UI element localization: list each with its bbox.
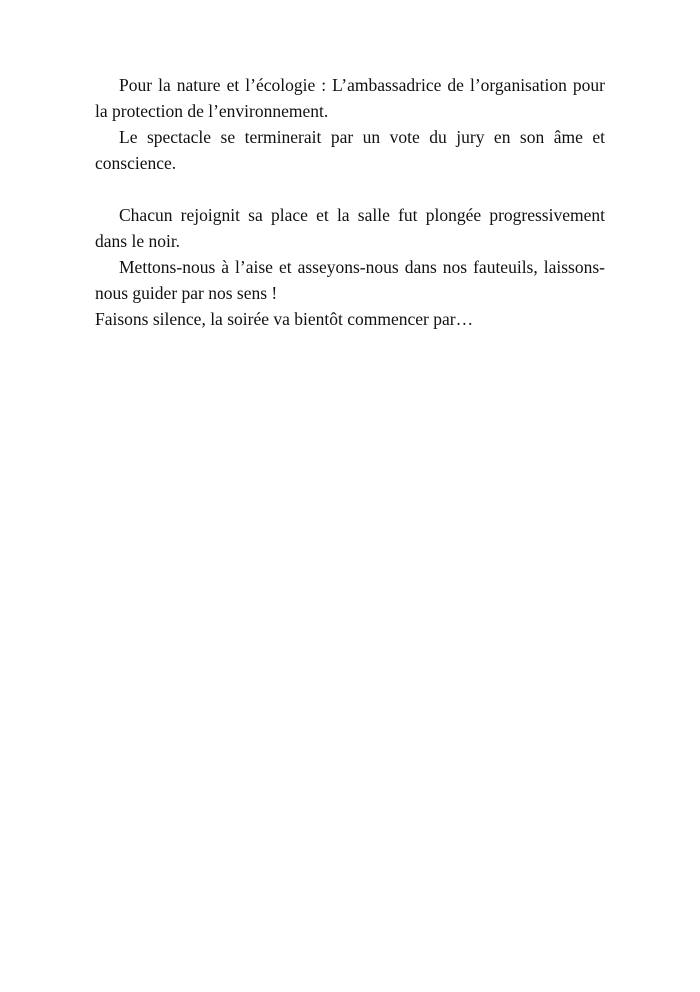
paragraph-silence: Faisons silence, la soirée va bientôt commencer par… [95,309,474,329]
paragraph-get-comfortable: Mettons-nous à l’aise et asseyons-nous dans nos fauteuils, laissons-nous guider par nos sens ! [95,257,605,303]
paragraph-spacer [95,176,605,202]
paragraph-nature-ecology: Pour la nature et l’écologie : L’ambassadrice de l’organisation pour la protection de l’environnement. [95,75,605,121]
text-body [95,72,605,332]
paragraph-lights-out: Chacun rejoignit sa place et la salle fut plongée progressivement dans le noir. [95,205,605,251]
paragraph-jury-vote: Le spectacle se terminerait par un vote du jury en son âme et conscience. [95,127,605,173]
